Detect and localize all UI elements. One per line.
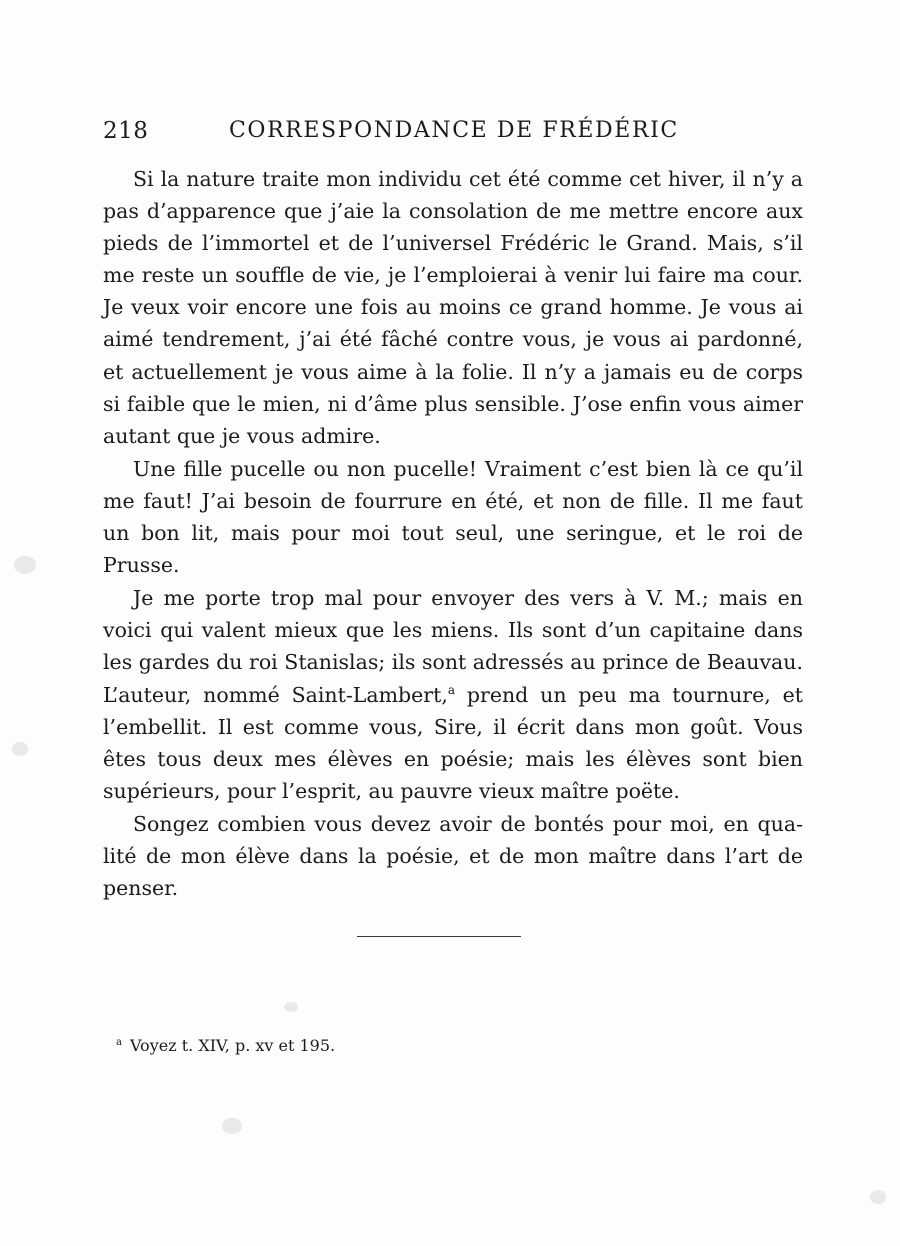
paragraph-3 (103, 582, 803, 807)
paper-speck (870, 1190, 886, 1204)
page-header (103, 118, 803, 152)
paper-speck (14, 556, 36, 574)
section-divider (357, 936, 521, 937)
paper-speck (222, 1118, 242, 1134)
paragraph-3-part-1: Je me porte trop mal pour envoyer des vers à V. M.; mais en voici qui valent mieux que les miens. Ils sont d’un capitaine dans les gardes du roi Stanislas; ils sont adressés au prince de Beauvau. L’auteur, nommé Saint-Lambert, (103, 586, 803, 707)
paragraph-4: Songez combien vous devez avoir de bontés pour moi, en qualité de mon élève dans la poésie, et de mon maître dans l’art de penser. (103, 811, 803, 901)
paragraph-2: Une fille pucelle ou non pucelle! Vraiment c’est bien là ce qu’il me faut! J’ai besoin de fourrure en été, et non de fille. Il me faut un bon lit, mais pour moi tout seul, une seringue, et le roi de Prusse. (103, 456, 803, 578)
footnote-reference: a (447, 682, 456, 697)
main-text (103, 163, 803, 904)
page-number: 218 (103, 118, 149, 144)
paper-speck (284, 1002, 298, 1012)
footnote (116, 1036, 335, 1056)
footnote-text: Voyez t. XIV, p. xv et 195. (129, 1036, 336, 1055)
paper-speck (12, 742, 28, 756)
footnote-mark: a (116, 1036, 122, 1048)
paragraph-1: Si la nature traite mon individu cet été comme cet hiver, il n’y a pas d’apparence que j’aie la consolation de me mettre encore aux pieds de l’immortel et de l’universel Frédéric le Grand. Mais, s’il me reste un souffle de vie, je l’emploierai à venir lui faire ma cour. Je veux voir encore une fois au moins ce grand homme. Je vous ai aimé tendrement, j’ai été fâché contre vous, je vous ai pardonné, et actuellement je vous aime à la folie. Il n’y a jamais eu de corps si faible que le mien, ni d’âme plus sensible. J’ose enfin vous aimer autant que je vous admire. (103, 167, 803, 448)
running-title: CORRESPONDANCE DE FRÉDÉRIC (229, 118, 679, 143)
paragraph-3-part-2: prend un peu ma tournure, et l’embellit. Il est comme vous, Sire, il écrit dans mon goût. Vous êtes tous deux mes élèves en poésie; mais les élèves sont bien supérieurs, pour l’esprit, au pauvre vieux maître poëte. (103, 682, 803, 803)
